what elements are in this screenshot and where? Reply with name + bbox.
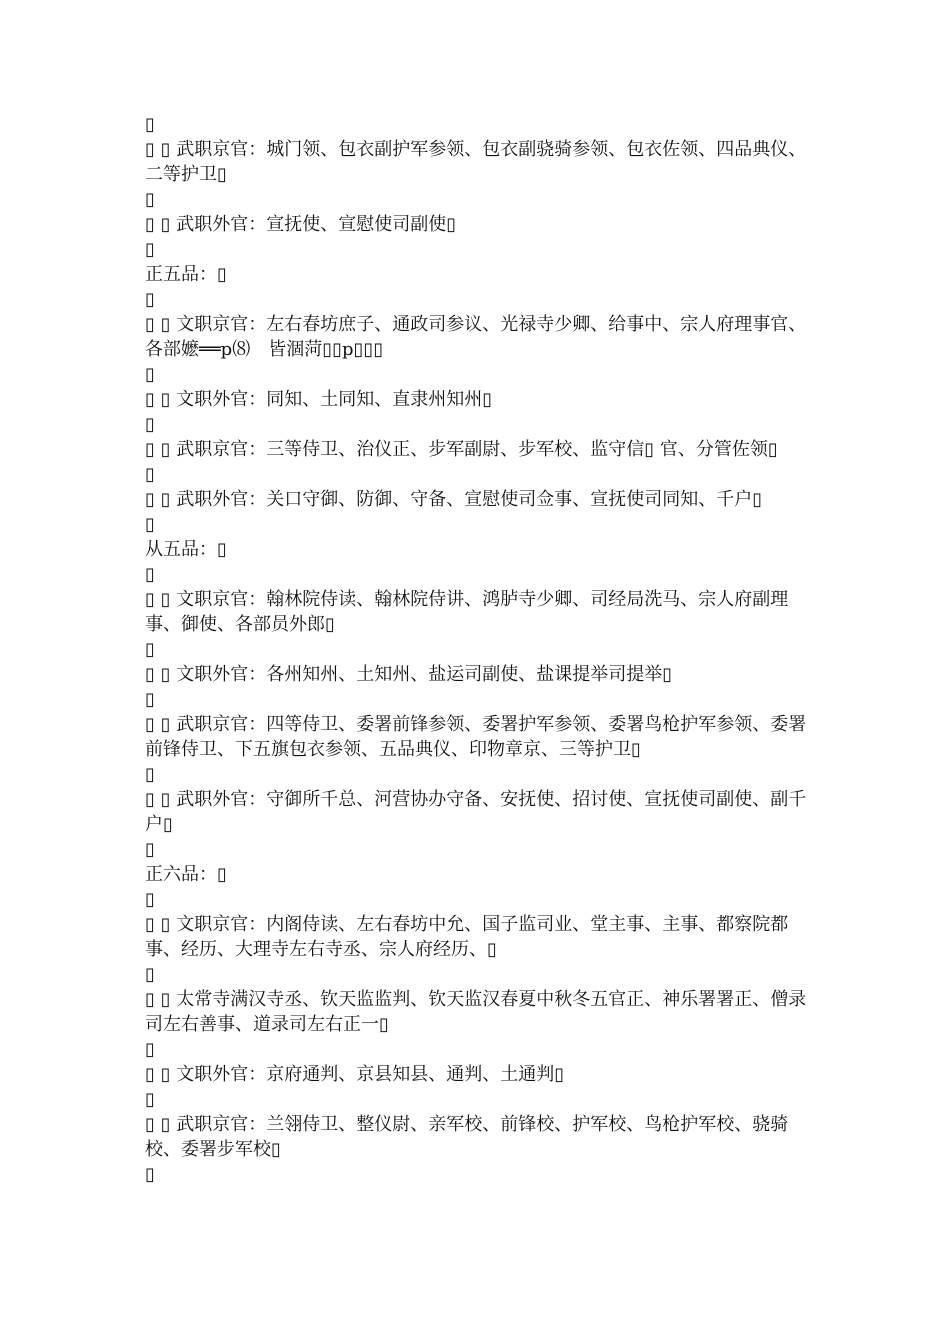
text-line: ▯ ▯ 文职京官：内阁侍读、左右春坊中允、国子监司业、堂主事、主事、都察院都事、经历、大理寺左右寺丞、宗人府经历、▯ — [145, 914, 789, 960]
section-heading: 正五品：▯ — [145, 264, 227, 285]
text-line: ▯ ▯ 武职京官：四等侍卫、委署前锋参领、委署护军参领、委署鸟枪护军参领、委署前锋侍卫、下五旗包衣参领、五品典仪、印物章京、三等护卫▯ — [145, 714, 807, 760]
text-line: ▯ ▯ 武职京官：兰翎侍卫、整仪尉、亲军校、前锋校、护军校、鸟枪护军校、骁骑校、委署步军校▯ — [145, 1114, 789, 1160]
text-line: ▯ ▯ 武职京官：城门领、包衣副护军参领、包衣副骁骑参领、包衣佐领、四品典仪、二等护卫▯ — [145, 139, 807, 185]
text-line: ▯ ▯ 武职外官：关口守御、防御、守备、宣慰使司佥事、宣抚使司同知、千户▯ — [145, 489, 763, 510]
text-line: ▯ ▯ 文职外官：各州知州、土知州、盐运司副使、盐课提举司提举▯ — [145, 664, 673, 685]
text-line: ▯ — [145, 239, 155, 260]
text-line: ▯ ▯ 文职外官：同知、土同知、直隶州知州▯ — [145, 389, 493, 410]
text-line: ▯ — [145, 639, 155, 660]
text-line: ▯ — [145, 764, 155, 785]
text-line: ▯ — [145, 114, 155, 135]
text-line: ▯ — [145, 964, 155, 985]
document-body — [145, 112, 813, 1187]
text-line: ▯ — [145, 289, 155, 310]
text-line: ▯ — [145, 1164, 155, 1185]
text-line: ▯ ▯ 武职外官：宣抚使、宣慰使司副使▯ — [145, 214, 457, 235]
text-line: ▯ — [145, 464, 155, 485]
text-line: ▯ — [145, 514, 155, 535]
section-heading: 正六品：▯ — [145, 864, 227, 885]
text-line: ▯ — [145, 1039, 155, 1060]
text-line: ▯ ▯ 太常寺满汉寺丞、钦天监监判、钦天监汉春夏中秋冬五官正、神乐署署正、僧录司左右善事、道录司左右正一▯ — [145, 989, 807, 1035]
text-line: ▯ — [145, 839, 155, 860]
text-line: ▯ ▯ 文职京官：左右春坊庶子、通政司参议、光禄寺少卿、给事中、宗人府理事官、各部嬷══p⑻ 皆涸菏▯▯p▯▯▯ — [145, 314, 807, 360]
text-line: ▯ — [145, 189, 155, 210]
text-line: ▯ ▯ 文职京官：翰林院侍读、翰林院侍讲、鸿胪寺少卿、司经局洗马、宗人府副理事、御使、各部员外郎▯ — [145, 589, 789, 635]
text-line: ▯ — [145, 364, 155, 385]
text-line: ▯ — [145, 414, 155, 435]
text-line: ▯ — [145, 689, 155, 710]
text-line: ▯ — [145, 1089, 155, 1110]
text-line: ▯ ▯ 武职京官：三等侍卫、治仪正、步军副尉、步军校、监守信▯ 官、分管佐领▯ — [145, 439, 778, 460]
text-line: ▯ — [145, 889, 155, 910]
text-line: ▯ — [145, 564, 155, 585]
text-line: ▯ ▯ 文职外官：京府通判、京县知县、通判、土通判▯ — [145, 1064, 565, 1085]
text-line: ▯ ▯ 武职外官：守御所千总、河营协办守备、安抚使、招讨使、宣抚使司副使、副千户▯ — [145, 789, 807, 835]
section-heading: 从五品：▯ — [145, 539, 227, 560]
